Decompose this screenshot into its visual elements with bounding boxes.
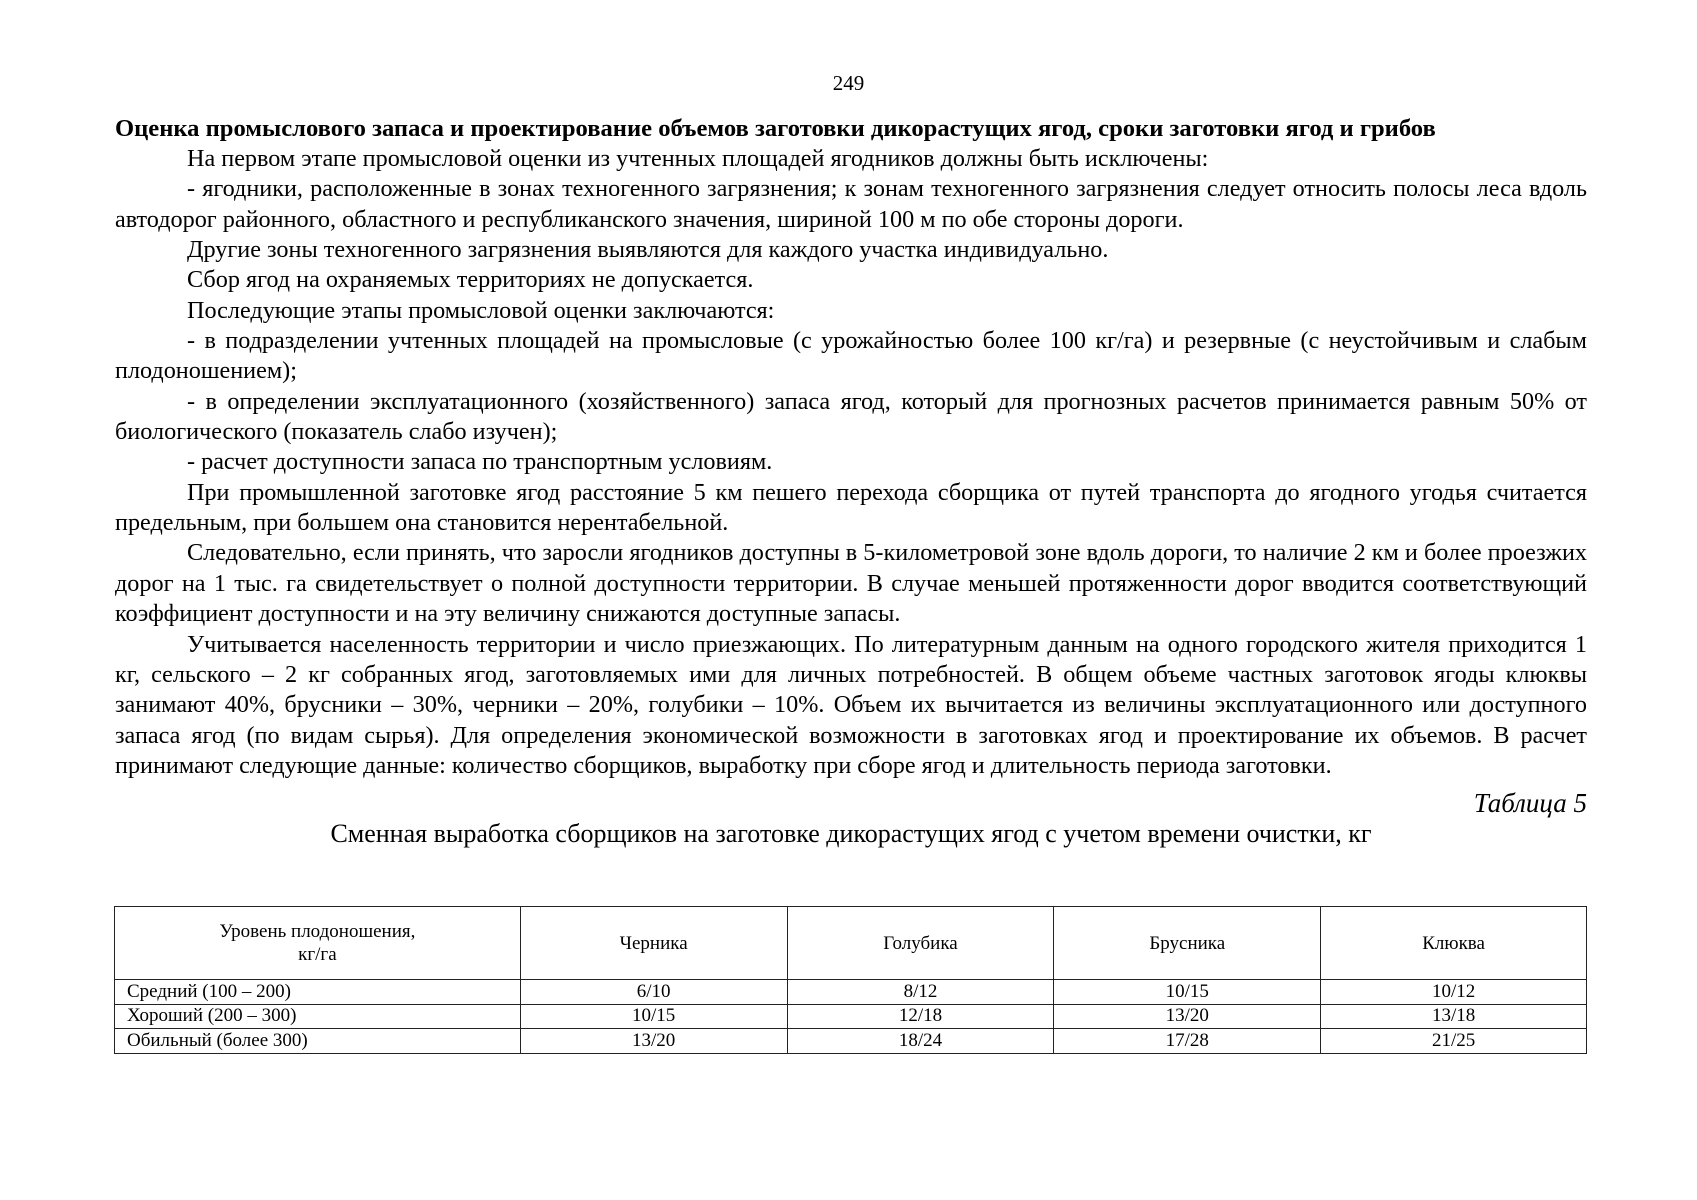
section-title: Оценка промыслового запаса и проектирование объемов заготовки дикорастущих ягод, сроки заготовки ягод и грибов bbox=[115, 115, 1436, 142]
document-body bbox=[115, 114, 1587, 851]
paragraph: Последующие этапы промысловой оценки заключаются: bbox=[187, 296, 775, 324]
table-title: Сменная выработка сборщиков на заготовке дикорастущих ягод с учетом времени очистки, кг bbox=[330, 819, 1372, 849]
cell-cranberry: 13/18 bbox=[1321, 1004, 1587, 1029]
header-lingonberry: Брусника bbox=[1054, 907, 1321, 980]
cell-bilberry: 13/20 bbox=[520, 1029, 787, 1054]
table-row bbox=[115, 980, 1587, 1005]
header-cranberry: Клюква bbox=[1321, 907, 1587, 980]
cell-blueberry: 12/18 bbox=[787, 1004, 1054, 1029]
header-level-line1: Уровень плодоношения, bbox=[219, 921, 416, 942]
cell-bilberry: 6/10 bbox=[520, 980, 787, 1005]
row-level: Средний (100 – 200) bbox=[115, 980, 521, 1005]
cell-blueberry: 8/12 bbox=[787, 980, 1054, 1005]
row-level: Обильный (более 300) bbox=[115, 1029, 521, 1054]
yield-table bbox=[114, 906, 1587, 1054]
table-row bbox=[115, 1029, 1587, 1054]
page-number: 249 bbox=[832, 71, 865, 95]
paragraph: Сбор ягод на охраняемых территориях не допускается. bbox=[187, 266, 754, 294]
cell-cranberry: 10/12 bbox=[1321, 980, 1587, 1005]
cell-bilberry: 10/15 bbox=[520, 1004, 787, 1029]
cell-lingonberry: 13/20 bbox=[1054, 1004, 1321, 1029]
header-bilberry: Черника bbox=[520, 907, 787, 980]
cell-blueberry: 18/24 bbox=[787, 1029, 1054, 1054]
cell-lingonberry: 10/15 bbox=[1054, 980, 1321, 1005]
paragraph: Следовательно, если принять, что заросли ягодников доступны в 5-километровой зоне вдоль дороги, то наличие 2 км и более проезжих дорог на 1 тыс. га свидетельствует о полной доступности территории. В случае меньшей протяженности дорог вводится соответствующий коэффициент доступности и на эту величину снижаются доступные запасы. bbox=[115, 539, 1587, 628]
table-header-row bbox=[115, 907, 1587, 980]
paragraph: - ягодники, расположенные в зонах техногенного загрязнения; к зонам техногенного загрязнения следует относить полосы леса вдоль автодорог районного, областного и республиканского значения, шириной 100 м по обе стороны дороги. bbox=[115, 175, 1587, 233]
paragraph: - в определении эксплуатационного (хозяйственного) запаса ягод, который для прогнозных расчетов принимается равным 50% от биологического (показатель слабо изучен); bbox=[115, 387, 1587, 446]
table-label: Таблица 5 bbox=[1473, 788, 1587, 819]
row-level: Хороший (200 – 300) bbox=[115, 1004, 521, 1029]
header-blueberry: Голубика bbox=[787, 907, 1054, 980]
header-level bbox=[115, 907, 521, 980]
paragraph: На первом этапе промысловой оценки из учтенных площадей ягодников должны быть исключены: bbox=[187, 145, 1209, 172]
cell-lingonberry: 17/28 bbox=[1054, 1029, 1321, 1054]
table-row bbox=[115, 1004, 1587, 1029]
cell-cranberry: 21/25 bbox=[1321, 1029, 1587, 1054]
paragraph: - в подразделении учтенных площадей на промысловые (с урожайностью более 100 кг/га) и резервные (с неустойчивым и слабым плодоношением); bbox=[115, 327, 1587, 385]
paragraph: Другие зоны техногенного загрязнения выявляются для каждого участка индивидуально. bbox=[187, 236, 1109, 264]
header-level-line2: кг/га bbox=[298, 944, 337, 965]
paragraph: При промышленной заготовке ягод расстояние 5 км пешего перехода сборщика от путей транспорта до ягодного угодья считается предельным, при большем она становится нерентабельной. bbox=[115, 478, 1587, 537]
paragraph: - расчет доступности запаса по транспортным условиям. bbox=[187, 448, 773, 476]
paragraph: Учитывается населенность территории и число приезжающих. По литературным данным на одного городского жителя приходится 1 кг, сельского – 2 кг собранных ягод, заготовляемых ими для личных потребностей. В общем объеме частных заготовок ягоды клюквы занимают 40%, брусники – 30%, черники – 20%, голубики – 10%. Объем их вычитается из величины эксплуатационного или доступного запаса ягод (по видам сырья). Для определения экономической возможности в заготовках ягод и проектирование их объемов. В расчет принимают следующие данные: количество сборщиков, выработку при сборе ягод и длительность периода заготовки. bbox=[115, 630, 1587, 779]
